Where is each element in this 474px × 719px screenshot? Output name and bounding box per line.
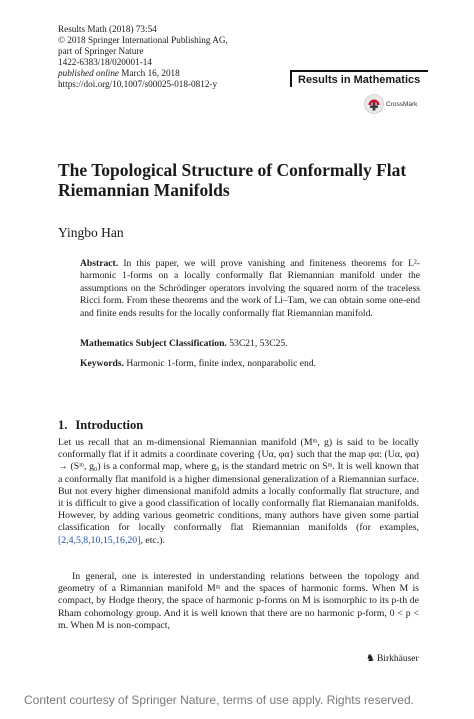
article-title: The Topological Structure of Conformally Flat Riemannian Manifolds [58,160,407,200]
copyright-line-2: part of Springer Nature [58,46,144,56]
section-number: 1. [58,418,68,432]
copyright-line: © 2018 Springer International Publishing AG, [58,35,228,45]
citation-line: Results Math (2018) 73:54 [58,24,157,34]
publisher-name: Birkhäuser [376,654,419,664]
paragraph-1-text: Let us recall that an m-dimensional Riemannian manifold (Mᵐ, g) is said to be locally conformally flat if it admits a coordinate covering {Uα, φα} such that the map φα: (Uα, φα) → (Sᵐ, g₀) is a conformal map, where g₀ is the standard metric on Sᵐ. It is well known that a conformally flat manifold is a higher dimensional generalization of a Riemannian surface. But not every higher dimensional manifold admits a locally conformally flat structure, and it is difficult to give a good classification of locally conformally flat Riemanaian manifolds. However, by adding various geometric conditions, many authors have given some partial classification for locally conformally flat Riemannian manifolds (for examples, [58,437,419,534]
published-prefix: published online [58,68,119,78]
msc-label: Mathematics Subject Classification. [80,338,227,349]
msc-block [80,338,420,350]
crossmark-label: CrossMark [386,101,418,108]
body-paragraph-1 [58,437,419,547]
doi-link[interactable]: https://doi.org/10.1007/s00025-018-0812-y [58,79,218,89]
keywords-block [80,358,420,370]
publisher-logo [366,653,419,664]
section-heading [58,418,143,433]
keywords-text: Harmonic 1-form, finite index, nonparabolic end. [123,358,317,369]
crossmark-badge[interactable] [364,94,434,120]
section-title: Introduction [75,418,144,432]
author-name: Yingbo Han [58,225,124,240]
published-date: March 16, 2018 [119,68,180,78]
crossmark-icon [364,94,384,114]
issn-line: 1422-6383/18/020001-14 [58,57,152,67]
msc-text: 53C21, 53C25. [226,338,288,349]
paragraph-1-tail: , etc.). [140,534,165,546]
abstract-text: In this paper, we will prove vanishing and finiteness theorems for L²-harmonic 1-forms on a locally conformally flat Riemannian manifold under the assumptions on the Schrödinger operators involving the squared norm of the traceless Ricci form. From these theorems and the work of Li–Tam, we can obtain some one-end and finite ends results for the locally conformally flat Riemannian manifold. [80,258,420,319]
published-line [58,68,228,79]
courtesy-footer: Content courtesy of Springer Nature, terms of use apply. Rights reserved. [24,693,414,707]
citation-links[interactable]: [2,4,5,8,10,15,16,20] [58,534,141,546]
body-paragraph-2 [58,571,419,632]
article-metadata [58,24,228,90]
abstract-label: Abstract. [80,258,119,269]
knight-icon: ♞ [366,653,375,664]
paragraph-2-text: In general, one is interested in understanding relations between the topology and geometry of a Rimannian manifold Mᵐ and the spaces of harmonic forms. When M is compact, by Hodge theory, the space of harmonic p-forms on M is isomorphic to its p-th de Rham cohomology group. And it is well known that there are no harmonic p-form, 0 < p < m. When M is non-compact, [58,571,419,631]
keywords-label: Keywords. [80,358,124,369]
journal-name: Results in Mathematics [298,74,421,86]
abstract-block [80,258,420,320]
